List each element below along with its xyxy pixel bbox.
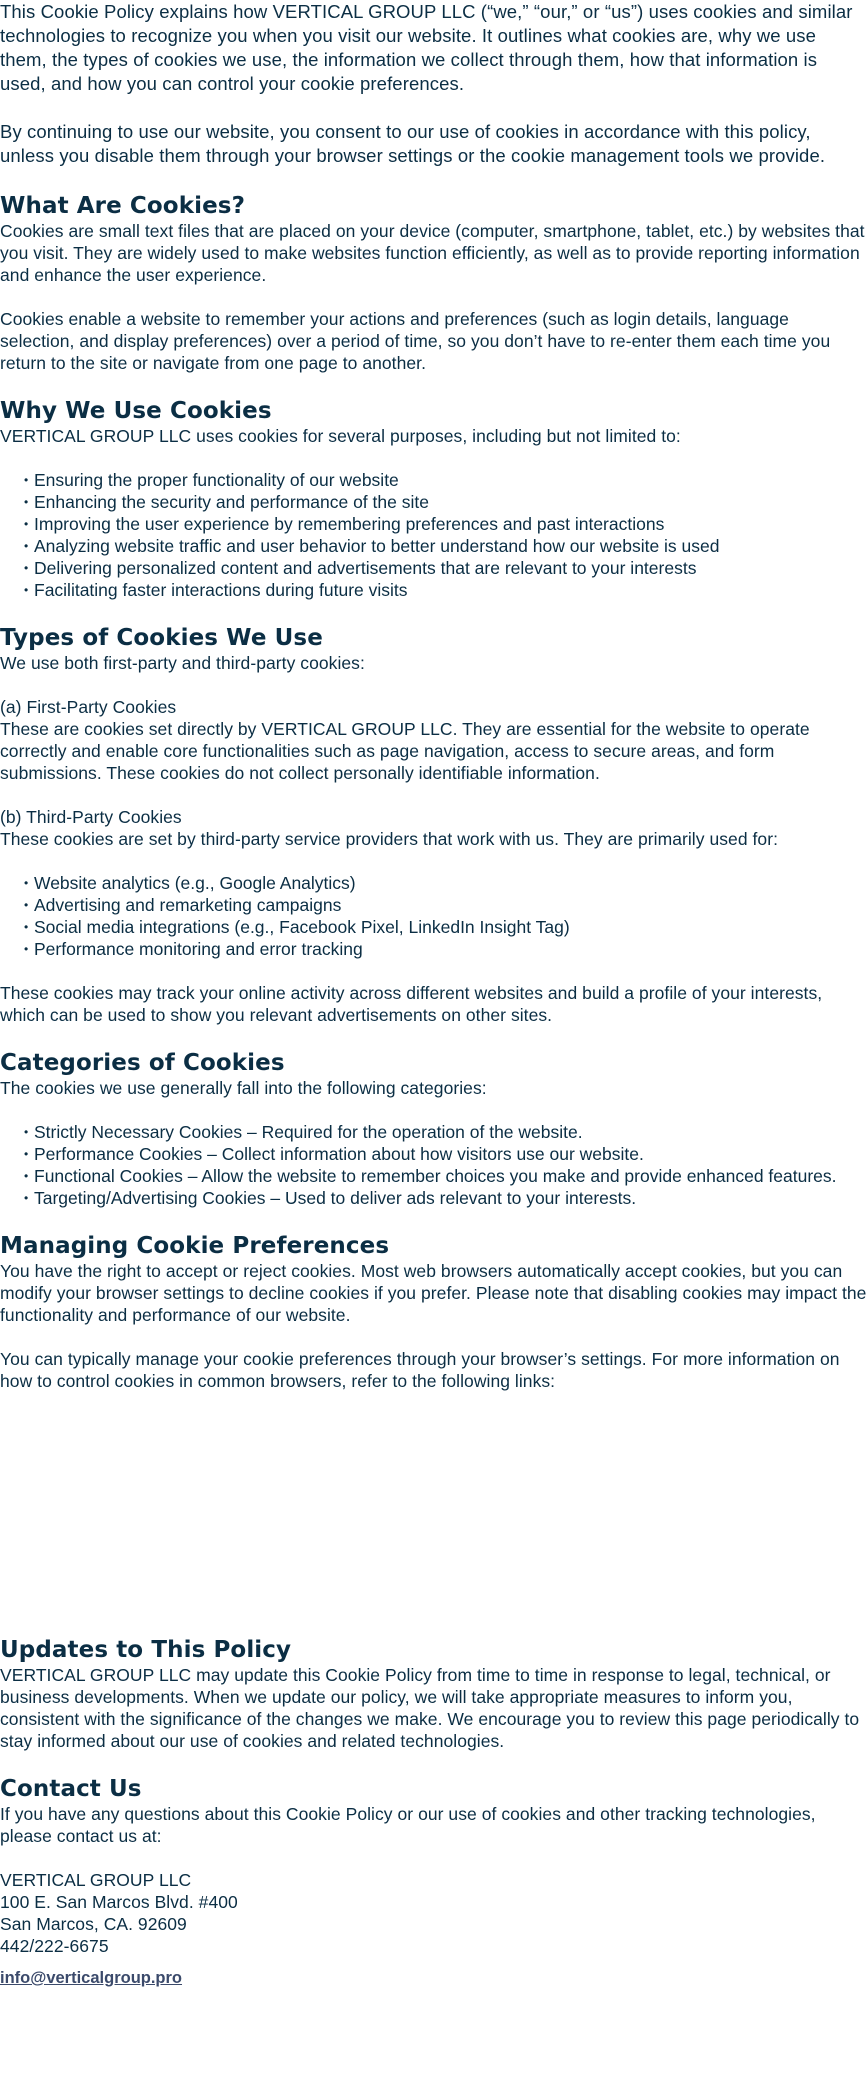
list-item: • Enhancing the security and performance of the site xyxy=(34,491,867,513)
list-item: • Analyzing website traffic and user behavior to better understand how our website is used xyxy=(34,535,867,557)
list-item: • Targeting/Advertising Cookies – Used to deliver ads relevant to your interests. xyxy=(34,1187,867,1209)
paragraph: VERTICAL GROUP LLC may update this Cookie Policy from time to time in response to legal, technical, or business developments. When we update our policy, we will take appropriate measures to inform you, consistent with the significance of the changes we make. We encourage you to review this page periodically to stay informed about our use of cookies and related technologies. xyxy=(0,1665,860,1751)
intro-section xyxy=(0,0,867,168)
list-item: • Delivering personalized content and advertisements that are relevant to your interests xyxy=(34,557,867,579)
address-line: San Marcos, CA. 92609 xyxy=(0,1914,187,1934)
managing-preferences-section xyxy=(0,1232,867,1636)
paragraph: These are cookies set directly by VERTICAL GROUP LLC. They are essential for the website to operate correctly and enable core functionalities such as page navigation, access to secure areas, and form submissions. These cookies do not collect personally identifiable information. xyxy=(0,719,810,783)
paragraph: These cookies may track your online activity across different websites and build a profile of your interests, which can be used to show you relevant advertisements on other sites. xyxy=(0,983,823,1025)
why-we-use-cookies-section xyxy=(0,397,867,601)
list-item: • Facilitating faster interactions during future visits xyxy=(34,579,867,601)
consent-paragraph: By continuing to use our website, you consent to our use of cookies in accordance with this policy, unless you disable them through your browser settings or the cookie management tools we provide. xyxy=(0,121,826,166)
contact-section xyxy=(0,1775,867,1989)
paragraph: These cookies are set by third-party service providers that work with us. They are primarily used for: xyxy=(0,829,778,849)
paragraph: Cookies are small text files that are placed on your device (computer, smartphone, tablet, etc.) by websites that you visit. They are widely used to make websites function efficiently, as well as to provide reporting information and enhance the user experience. xyxy=(0,221,865,285)
third-party-list xyxy=(0,872,867,960)
section-heading: Managing Cookie Preferences xyxy=(0,1233,390,1259)
list-item: • Performance Cookies – Collect information about how visitors use our website. xyxy=(34,1143,867,1165)
list-item: • Strictly Necessary Cookies – Required for the operation of the website. xyxy=(34,1121,867,1143)
first-party-heading: (a) First-Party Cookies xyxy=(0,697,177,717)
phone-number: 442/222-6675 xyxy=(0,1936,109,1956)
section-heading: Types of Cookies We Use xyxy=(0,625,323,651)
paragraph: VERTICAL GROUP LLC uses cookies for several purposes, including but not limited to: xyxy=(0,426,681,446)
list-item: • Website analytics (e.g., Google Analytics) xyxy=(34,872,867,894)
updates-section xyxy=(0,1636,867,1752)
paragraph: The cookies we use generally fall into the following categories: xyxy=(0,1078,487,1098)
section-heading: Why We Use Cookies xyxy=(0,398,272,424)
section-heading: Categories of Cookies xyxy=(0,1050,285,1076)
paragraph: We use both first-party and third-party cookies: xyxy=(0,653,365,673)
paragraph: You can typically manage your cookie preferences through your browser’s settings. For more information on how to control cookies in common browsers, refer to the following links: xyxy=(0,1349,840,1391)
section-heading: What Are Cookies? xyxy=(0,193,246,219)
categories-section xyxy=(0,1049,867,1209)
browser-links-area xyxy=(0,1392,867,1636)
list-item: • Advertising and remarketing campaigns xyxy=(34,894,867,916)
address-line: 100 E. San Marcos Blvd. #400 xyxy=(0,1892,238,1912)
list-item: • Ensuring the proper functionality of our website xyxy=(34,469,867,491)
paragraph: If you have any questions about this Cookie Policy or our use of cookies and other tracking technologies, please contact us at: xyxy=(0,1804,816,1846)
email-link[interactable]: info@verticalgroup.pro xyxy=(0,1969,183,1987)
list-item: • Performance monitoring and error tracking xyxy=(34,938,867,960)
paragraph: You have the right to accept or reject cookies. Most web browsers automatically accept cookies, but you can modify your browser settings to decline cookies if you prefer. Please note that disabling cookies may impact the functionality and performance of our website. xyxy=(0,1261,867,1325)
what-are-cookies-section xyxy=(0,192,867,374)
list-item: • Social media integrations (e.g., Facebook Pixel, LinkedIn Insight Tag) xyxy=(34,916,867,938)
section-heading: Contact Us xyxy=(0,1776,142,1802)
list-item: • Functional Cookies – Allow the website to remember choices you make and provide enhanced features. xyxy=(34,1165,867,1187)
paragraph: Cookies enable a website to remember your actions and preferences (such as login details, language selection, and display preferences) over a period of time, so you don’t have to re-enter them each time you return to the site or navigate from one page to another. xyxy=(0,309,831,373)
purpose-list xyxy=(0,469,867,601)
categories-list xyxy=(0,1121,867,1209)
intro-paragraph: This Cookie Policy explains how VERTICAL GROUP LLC (“we,” “our,” or “us”) uses cookies and similar technologies to recognize you when you visit our website. It outlines what cookies are, why we use them, the types of cookies we use, the information we collect through them, how that information is used, and how you can control your cookie preferences. xyxy=(0,1,853,94)
list-item: • Improving the user experience by remembering preferences and past interactions xyxy=(34,513,867,535)
types-of-cookies-section xyxy=(0,624,867,1026)
third-party-heading: (b) Third-Party Cookies xyxy=(0,807,182,827)
company-name: VERTICAL GROUP LLC xyxy=(0,1870,192,1890)
section-heading: Updates to This Policy xyxy=(0,1637,292,1663)
